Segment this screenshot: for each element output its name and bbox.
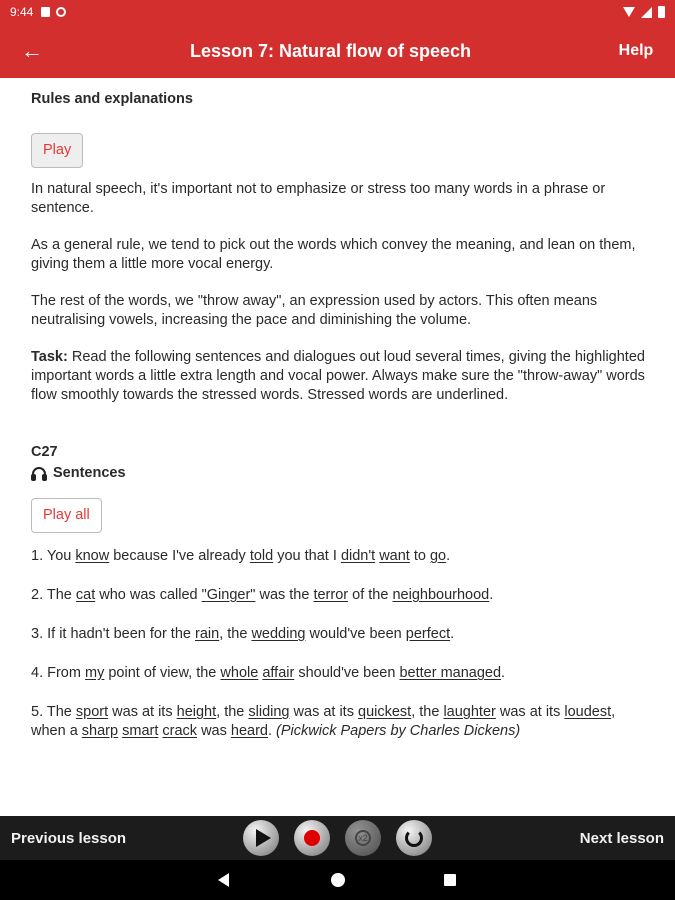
- citation-text: (Pickwick Papers by Charles Dickens): [276, 723, 521, 739]
- stressed-word: sport: [75, 704, 109, 720]
- sentence-item: [31, 547, 651, 566]
- stressed-word: quickest: [358, 704, 412, 720]
- stressed-word: better managed: [399, 665, 502, 681]
- play-icon: [256, 829, 271, 847]
- sentence-text: of the: [348, 587, 393, 603]
- lesson-content[interactable]: [31, 78, 651, 816]
- sentence-text: , when a: [31, 704, 616, 739]
- sentence-text: was at its: [289, 704, 358, 720]
- task-paragraph: [31, 348, 651, 405]
- record-icon: [304, 830, 320, 846]
- stressed-word: perfect: [405, 626, 451, 642]
- stressed-word: sliding: [248, 704, 290, 720]
- player-controls: [243, 820, 432, 856]
- replay-button[interactable]: [396, 820, 432, 856]
- sentence-text: you that I: [273, 548, 341, 564]
- stressed-word: whole: [220, 665, 259, 681]
- status-time: 9:44: [10, 5, 34, 19]
- play-button[interactable]: Play: [31, 133, 83, 168]
- play-all-button[interactable]: Play all: [31, 498, 102, 533]
- stressed-word: "Ginger": [201, 587, 256, 603]
- wifi-icon: [623, 7, 635, 17]
- stressed-word: laughter: [443, 704, 496, 720]
- sentence-text: 3. If it hadn't been for the: [31, 626, 195, 642]
- sentence-text: would've been: [305, 626, 406, 642]
- app-bar: [0, 24, 675, 78]
- stressed-word: loudest: [564, 704, 612, 720]
- notification-icon: [41, 7, 50, 17]
- stressed-word: sharp: [81, 723, 119, 739]
- rules-paragraph-1: In natural speech, it's important not to emphasize or stress too many words in a phrase or sentence.: [31, 181, 606, 216]
- nav-recents-icon[interactable]: [444, 874, 456, 886]
- stressed-word: know: [75, 548, 110, 564]
- sync-icon: [56, 7, 66, 17]
- sentence-text: should've been: [294, 665, 400, 681]
- help-button[interactable]: Help: [618, 42, 654, 59]
- stressed-word: didn't: [340, 548, 376, 564]
- back-button[interactable]: [0, 24, 64, 78]
- status-icons: [623, 6, 665, 18]
- sentence-item: [31, 664, 651, 683]
- system-nav-bar: [0, 860, 675, 900]
- stressed-word: terror: [313, 587, 349, 603]
- stressed-word: affair: [262, 665, 295, 681]
- task-label: Task:: [31, 349, 68, 365]
- sentence-text: was at its: [495, 704, 565, 720]
- nav-back-icon[interactable]: [218, 873, 229, 887]
- stressed-word: my: [84, 665, 105, 681]
- rules-paragraph-3: The rest of the words, we "throw away", an expression used by actors. This often means neutralising vowels, increasing the pace and diminishing the volume.: [31, 293, 598, 328]
- sentence-text: 2. The: [31, 587, 76, 603]
- arrow-left-icon: ←: [21, 38, 43, 63]
- sentence-text: , the: [219, 626, 252, 642]
- stressed-word: go: [429, 548, 447, 564]
- sentence-text: was: [197, 723, 231, 739]
- page-title: Lesson 7: Natural flow of speech: [189, 40, 472, 61]
- stressed-word: heard: [230, 723, 268, 739]
- stressed-word: wedding: [251, 626, 306, 642]
- nav-home-icon[interactable]: [331, 873, 345, 887]
- player-bar: [0, 816, 675, 860]
- stressed-word: told: [249, 548, 274, 564]
- headphones-icon: [31, 467, 47, 481]
- replay-icon: [405, 829, 423, 847]
- sentence-text: point of view, the: [104, 665, 221, 681]
- sentence-text: .: [267, 723, 277, 739]
- sentence-text: because I've already: [109, 548, 250, 564]
- sentence-text: to: [409, 548, 430, 564]
- sentence-item: [31, 586, 651, 605]
- sentence-text: .: [489, 587, 494, 603]
- rules-heading: Rules and explanations: [31, 91, 193, 107]
- sentence-item: [31, 703, 651, 741]
- sentence-text: .: [501, 665, 506, 681]
- sentence-text: , the: [411, 704, 444, 720]
- rules-paragraph-2: As a general rule, we tend to pick out the words which convey the meaning, and lean on them, giving them a little more vocal energy.: [31, 237, 636, 272]
- play-control-button[interactable]: [243, 820, 279, 856]
- stressed-word: cat: [75, 587, 96, 603]
- task-text: Read the following sentences and dialogues out loud several times, giving the highlighted important words a little extra length and vocal power. Always make sure the "throw-away" words flow smoothly towards the stressed words. Stressed words are underlined.: [31, 349, 645, 403]
- exercise-code: C27: [31, 444, 58, 460]
- sentence-text: was the: [255, 587, 314, 603]
- stressed-word: crack: [162, 723, 198, 739]
- stressed-word: rain: [195, 626, 220, 642]
- sentence-text: 4. From: [31, 665, 85, 681]
- record-button[interactable]: [294, 820, 330, 856]
- previous-lesson-button[interactable]: Previous lesson: [11, 829, 127, 847]
- sentence-text: was at its: [108, 704, 177, 720]
- battery-icon: [658, 6, 665, 18]
- stressed-word: smart: [122, 723, 159, 739]
- sentence-text: .: [446, 548, 451, 564]
- sentence-text: .: [450, 626, 455, 642]
- sentence-item: [31, 625, 651, 644]
- exercise-subtitle-row: [31, 464, 651, 483]
- next-lesson-button[interactable]: Next lesson: [579, 829, 664, 847]
- stop-icon: x2: [355, 830, 371, 846]
- sentence-text: 1. You: [31, 548, 76, 564]
- sentence-text: 5. The: [31, 704, 76, 720]
- stressed-word: neighbourhood: [392, 587, 490, 603]
- cell-signal-icon: [641, 7, 652, 18]
- stop-button[interactable]: [345, 820, 381, 856]
- sentence-text: , the: [216, 704, 249, 720]
- stressed-word: height: [176, 704, 217, 720]
- sentence-text: who was called: [95, 587, 202, 603]
- sentence-list: [31, 547, 651, 741]
- status-bar: [0, 0, 675, 24]
- stressed-word: want: [379, 548, 410, 564]
- exercise-subtitle: Sentences: [53, 465, 126, 481]
